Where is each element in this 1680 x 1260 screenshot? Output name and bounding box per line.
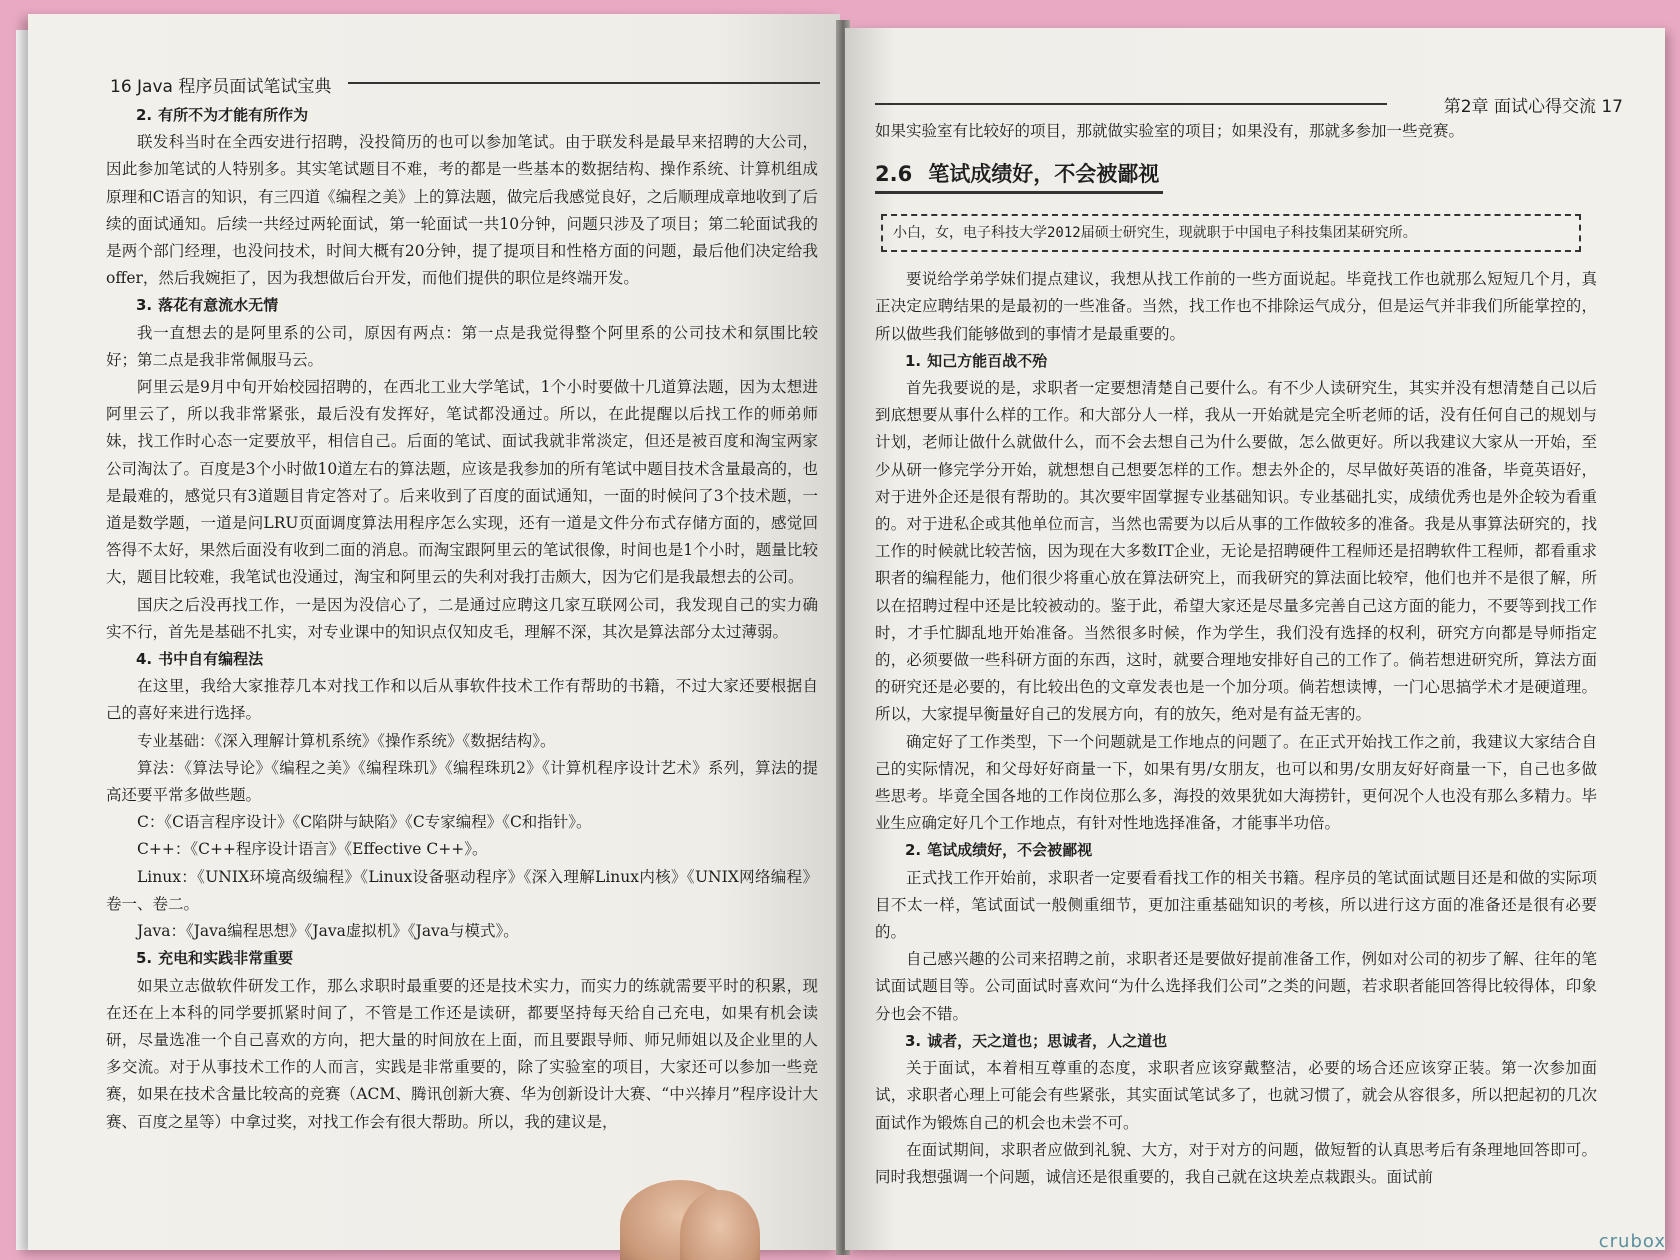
paragraph: 算法：《算法导论》《编程之美》《编程珠玑》《编程珠玑2》《计算机程序设计艺术》系列，算法的提高还要平常多做些题。 (106, 758, 818, 805)
subheading-number: 2. (905, 841, 922, 860)
subheading (106, 646, 818, 673)
section-number: 2.6 (875, 162, 913, 187)
right-head-rule (875, 103, 1387, 105)
paragraph: 自己感兴趣的公司来招聘之前，求职者还是要做好提前准备工作，例如对公司的初步了解、往年的笔试面试题目等。公司面试时喜欢问“为什么选择我们公司”之类的问题，若求职者能回答得比较得体，印象分也会不错。 (875, 950, 1597, 1023)
subheading-text: 笔试成绩好，不会被鄙视 (927, 841, 1093, 860)
paragraph: 如果立志做软件研发工作，那么求职时最重要的还是技术实力，而实力的练就需要平时的积累，现在还在上本科的同学要抓紧时间了，不管是工作还是读研，都要坚持每天给自己充电，如果有机会读研，尽量选准一个自己喜欢的方向，把大量的时间放在上面，而且要跟导师、师兄师姐以及企业里的人多交流。对于从事技术工作的人而言，实践是非常重要的，除了实验室的项目，大家还可以参加一些竞赛，如果在技术含量比较高的竞赛（ACM、腾讯创新大赛、华为创新设计大赛、“中兴捧月”程序设计大赛、百度之星等）中拿过奖，对找工作会有很大帮助。所以，我的建议是， (106, 976, 818, 1131)
paragraph: 阿里云是9月中旬开始校园招聘的，在西北工业大学笔试，1个小时要做十几道算法题，因为太想进阿里云了，所以我非常紧张，最后没有发挥好，笔试都没通过。所以，在此提醒以后找工作的师弟师妹，找工作时心态一定要放平，相信自己。后面的笔试、面试我就非常淡定，但还是被百度和淘宝两家公司淘汰了。百度是3个小时做10道左右的算法题，应该是我参加的所有笔试中题目技术含量最高的，也是最难的，感觉只有3道题目肯定答对了。后来收到了百度的面试通知，一面的时候问了3个技术题，一道是数学题，一道是问LRU页面调度算法用程序怎么实现，还有一道是文件分布式存储方面的，感觉回答得不太好，果然后面没有收到二面的消息。而淘宝跟阿里云的笔试很像，时间也是1个小时，题量比较大，题目比较难，我笔试也没通过，淘宝和阿里云的失利对我打击颇大，因为它们是我最想去的公司。 (106, 378, 818, 587)
paragraph: 在这里，我给大家推荐几本对找工作和以后从事软件技术工作有帮助的书籍，不过大家还要根据自己的喜好来进行选择。 (106, 677, 818, 723)
subheading-text: 书中自有编程法 (158, 650, 264, 669)
paragraph: 在面试期间，求职者应做到礼貌、大方，对于对方的问题，做短暂的认真思考后有条理地回答即可。同时我想强调一个问题，诚信还是很重要的，我自己就在这块差点栽跟头。面试前 (875, 1140, 1597, 1186)
paragraph: 首先我要说的是，求职者一定要想清楚自己要什么。有不少人读研究生，其实并没有想清楚自己以后到底想要从事什么样的工作。和大部分人一样，我从一开始就是完全听老师的话，没有任何自己的规划与计划，老师让做什么就做什么，而不会去想自己为什么要做，怎么做更好。所以我建议大家从一开始，至少从研一修完学分开始，就想想自己想要怎样的工作。想去外企的，尽早做好英语的准备，毕竟英语好，对于进外企还是很有帮助的。其次要牢固掌握专业基础知识。专业基础扎实，成绩优秀也是外企较为看重的。对于进私企或其他单位而言，当然也需要为以后从事的工作做较多的准备。我是从事算法研究的，找工作的时候就比较苦恼，因为现在大多数IT企业，无论是招聘硬件工程师还是招聘软件工程师，都看重求职者的编程能力，他们很少将重心放在算法研究上，而我研究的算法面比较窄，他们也并不是很了解，所以在招聘过程中还是比较被动的。鉴于此，希望大家还是尽量多完善自己这方面的能力，不要等到找工作时，才手忙脚乱地开始准备。当然很多时候，作为学生，我们没有选择的权利，研究方向都是导师指定的，必须要做一些科研方面的东西，这时，就要合理地安排好自己的工作了。倘若想进研究所，算法方面的研究还是必要的，有比较出色的文章发表也是一个加分项。倘若想读博，一门心思搞学术才是硬道理。所以，大家提早衡量好自己的发展方向，有的放矢，绝对是有益无害的。 (875, 379, 1597, 724)
left-page (28, 14, 840, 1250)
paragraph: Linux：《UNIX环境高级编程》《Linux设备驱动程序》《深入理解Linux内核》《UNIX网络编程》卷一、卷二。 (106, 867, 818, 913)
right-running-head: 第2章 面试心得交流 17 (1443, 97, 1623, 117)
subheading-number: 2. (136, 106, 153, 124)
paragraph: 联发科当时在全西安进行招聘，没投简历的也可以参加笔试。由于联发科是最早来招聘的大公司，因此参加笔试的人特别多。其实笔试题目不难，考的都是一些基本的数据结构、操作系统、计算机组成原理和C语言的知识，有三四道《编程之美》上的算法题，做完后我感觉良好，之后顺理成章地收到了后续的面试通知。后续一共经过两轮面试，第一轮面试一共10分钟，问题只涉及了项目；第二轮面试我的是两个部门经理，也没问技术，时间大概有20分钟，提了提项目和性格方面的问题，最后他们决定给我offer，然后我婉拒了，因为我想做后台开发，而他们提供的职位是终端开发。 (106, 133, 818, 288)
subheading-number: 1. (905, 351, 922, 370)
subheading-number: 3. (905, 1031, 922, 1050)
subheading-number: 3. (136, 296, 153, 315)
subheading-text: 知己方能百战不殆 (927, 351, 1048, 370)
subheading (106, 102, 818, 129)
section-heading (875, 157, 1163, 194)
subheading (106, 292, 818, 319)
right-page (845, 28, 1665, 1250)
subheading (875, 1028, 1597, 1055)
paragraph: 国庆之后没再找工作，一是因为没信心了，二是通过应聘这几家互联网公司，我发现自己的实力确实不行，首先是基础不扎实，对专业课中的知识点仅知皮毛，理解不深，其次是算法部分太过薄弱。 (106, 595, 818, 641)
subheading-number: 4. (136, 650, 153, 669)
right-blocks (875, 266, 1597, 1191)
paragraph: 专业基础：《深入理解计算机系统》《操作系统》《数据结构》。 (137, 731, 556, 750)
paragraph: 我一直想去的是阿里系的公司，原因有两点：第一点是我觉得整个阿里系的公司技术和氛围比较好；第二点是我非常佩服马云。 (106, 323, 818, 369)
left-page-content (106, 102, 818, 1136)
left-running-head: 16 Java 程序员面试笔试宝典 (110, 77, 332, 97)
paragraph: 确定好了工作类型，下一个问题就是工作地点的问题了。在正式开始找工作之前，我建议大家结合自己的实际情况，和父母好好商量一下，如果有男/女朋友，也可以和男/女朋友好好商量一下，自己也多做些思考。毕竟全国各地的工作岗位那么多，海投的效果犹如大海捞针，更何况个人也没有那么多精力。毕业生应确定好几个工作地点，有针对性地选择准备，才能事半功倍。 (875, 732, 1597, 833)
subheading-text: 诚者，天之道也；思诚者，人之道也 (927, 1031, 1168, 1050)
subheading-text: 有所不为才能有所作为 (158, 106, 309, 124)
lead-paragraph: 如果实验室有比较好的项目，那就做实验室的项目；如果没有，那就多参加一些竞赛。 (875, 122, 1465, 140)
paragraph: C++：《C++程序设计语言》《Effective C++》。 (137, 840, 488, 859)
right-page-content (875, 118, 1597, 1191)
subheading (106, 945, 818, 972)
paragraph: 要说给学弟学妹们提点建议，我想从找工作前的一些方面说起。毕竟找工作也就那么短短几个月，真正决定应聘结果的是最初的一些准备。当然，找工作也不排除运气成分，但是运气并非我们所能掌控的，所以做些我们能够做到的事情才是最重要的。 (875, 270, 1597, 343)
subheading-text: 落花有意流水无情 (158, 296, 279, 315)
paragraph: 关于面试，本着相互尊重的态度，求职者应该穿戴整洁，必要的场合还应该穿正装。第一次参加面试，求职者心理上可能会有些紧张，其实面试笔试多了，也就习惯了，就会从容很多，所以把起初的几次面试作为锻炼自己的机会也未尝不可。 (875, 1059, 1597, 1132)
paragraph: Java：《Java编程思想》《Java虚拟机》《Java与模式》。 (137, 922, 519, 941)
left-head-rule (348, 82, 820, 84)
subheading (875, 348, 1597, 375)
paragraph: C：《C语言程序设计》《C陷阱与缺陷》《C专家编程》《C和指针》。 (137, 813, 592, 832)
paragraph: 正式找工作开始前，求职者一定要看看找工作的相关书籍。程序员的笔试面试题目还是和做的实际项目不太一样，笔试面试一般侧重细节，更加注重基础知识的考核，所以进行这方面的准备还是很有必要的。 (875, 868, 1597, 942)
section-title: 笔试成绩好，不会被鄙视 (928, 162, 1160, 187)
subheading-number: 5. (136, 949, 153, 968)
subheading-text: 充电和实践非常重要 (158, 949, 294, 968)
author-intro-box: 小白，女，电子科技大学2012届硕士研究生，现就职于中国电子科技集团某研究所。 (881, 214, 1581, 252)
subheading (875, 837, 1597, 864)
watermark: crubox (1598, 1231, 1666, 1252)
